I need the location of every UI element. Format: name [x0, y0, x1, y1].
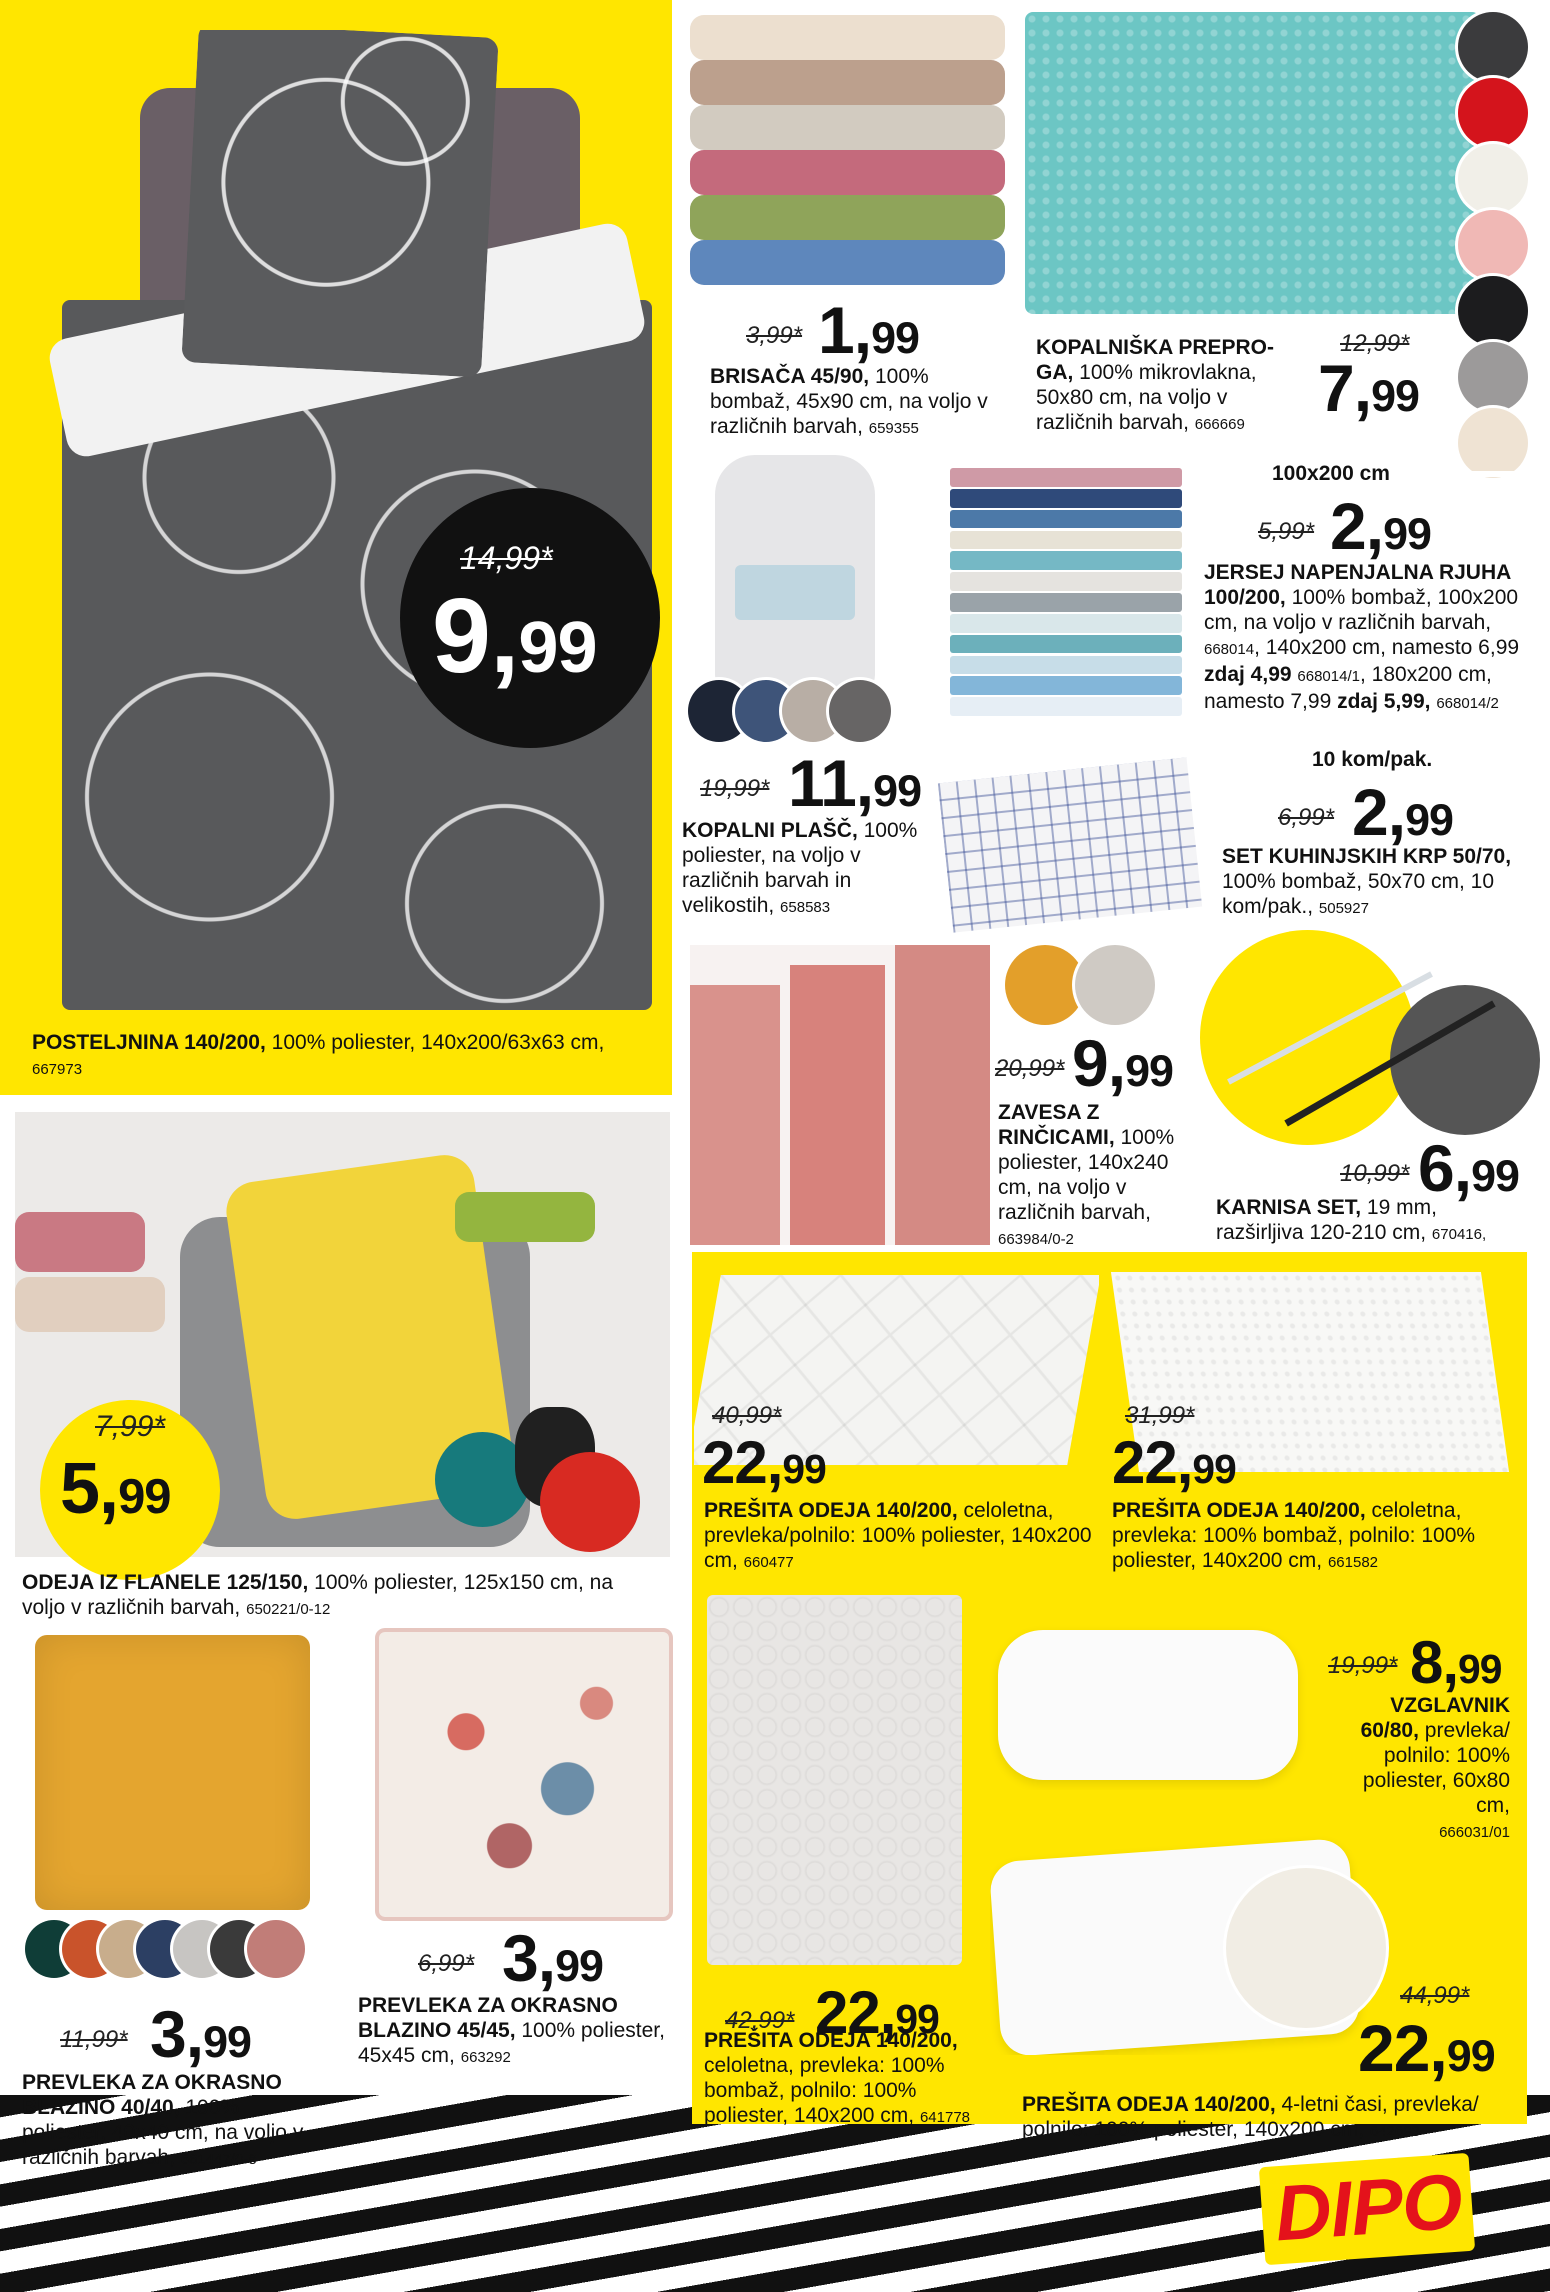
cushion-40-photo [35, 1635, 310, 1910]
bedding-old-price: 14,99* [460, 540, 553, 576]
curtain-old-price: 20,99* [995, 1055, 1065, 1082]
duvet-3-price: 22,99 [815, 1979, 939, 2046]
fitted-sheet-layer [950, 531, 1182, 550]
duvet-2-price: 22,99 [1112, 1429, 1236, 1496]
duvet-4-old-price: 44,99* [1400, 1982, 1470, 2009]
curtain-rod-detail-circle [1390, 985, 1540, 1135]
cushion-45-old-price: 6,99* [418, 1950, 475, 1977]
bathrobe-old-price: 19,99* [700, 775, 770, 802]
bathmat-old-price: 12,99* [1340, 330, 1410, 357]
duvet-4-price: 22,99 [1358, 2011, 1495, 2085]
kitchen-cloths-description: SET KUHINJSKIH KRP 50/70, 100% bombaž, 50x70 cm, 10 kom/pak., 505927 [1222, 845, 1512, 918]
duvet-4-description: PREŠITA ODEJA 140/200, 4-letni časi, prevleka/ polnilo: 100% poliester, 140x200 cm, 642693 [1022, 2093, 1479, 2141]
fitted-sheet-old-price: 5,99* [1258, 518, 1315, 545]
towel-photo [690, 15, 1005, 285]
bathmat-swatch-5 [1458, 276, 1528, 346]
curtain-rod-old-price: 10,99* [1340, 1160, 1410, 1187]
fitted-sheet-price: 2,99 [1330, 489, 1431, 563]
fitted-sheet-layer [950, 510, 1182, 529]
duvet-3-old-price: 42,99* [725, 2007, 795, 2034]
curtain-rod-price: 6,99 [1418, 1131, 1519, 1205]
cushion-45-price: 3,99 [502, 1921, 603, 1995]
kitchen-cloths-old-price: 6,99* [1278, 804, 1335, 831]
fitted-sheet-size-label: 100x200 cm [1272, 462, 1390, 485]
cushion-45-description: PREVLEKA ZA OKRASNO BLAZINO 45/45, 100% poliester, 45x45 cm, 663292 [358, 1994, 665, 2067]
flannel-blanket-old-price: 7,99* [95, 1410, 166, 1443]
curtain-swatch-2 [1075, 945, 1155, 1025]
bathmat-swatch-4 [1458, 210, 1528, 280]
bathmat-swatch-2 [1458, 78, 1528, 148]
flannel-blanket-description: ODEJA IZ FLANELE 125/150, 100% poliester, 125x150 cm, na voljo v različnih barvah, 650221/0-12 [22, 1571, 614, 1619]
curtain-photo [690, 945, 990, 1245]
cushion-40-price: 3,99 [150, 1997, 251, 2071]
cushion-40-old-price: 11,99* [60, 2026, 128, 2053]
dipo-logo: DIPO [1272, 2156, 1465, 2258]
pillow-photo [988, 1620, 1308, 1790]
duvet-2-old-price: 31,99* [1125, 1402, 1195, 1429]
bathrobe-description: KOPALNI PLAŠČ, 100% poliester, na voljo v različnih barvah in velikostih, 658583 [682, 819, 918, 917]
bathrobe-photo [715, 455, 875, 695]
fitted-sheet-layer [950, 572, 1182, 591]
duvet-3-photo [707, 1595, 962, 1965]
fitted-sheet-layer [950, 614, 1182, 633]
towel-old-price: 3,99* [746, 322, 803, 349]
duvet-4-detail-circle [1226, 1868, 1386, 2028]
cushion-45-photo [375, 1628, 673, 1921]
pillow-price: 8,99 [1410, 1629, 1502, 1696]
curtain-price: 9,99 [1072, 1026, 1173, 1100]
fitted-sheet-description: JERSEJ NAPENJALNA RJUHA 100/200, 100% bombaž, 100x200 cm, na voljo v različnih barvah, 668014, 140x200 cm, namesto 6,99 zdaj 4,99 668014/1, 180x200 cm, namesto 7,99 zdaj 5,99, 668014/2 [1204, 561, 1520, 713]
curtain-description: ZAVESA Z RINČICAMI, 100% poliester, 140x240 cm, na voljo v različnih barvah, 663984/0-2 [998, 1101, 1175, 1248]
bathmat-description: KOPALNIŠKA PREPRO-GA, 100% mikrovlakna, 50x80 cm, na voljo v različnih barvah, 666669 [1036, 336, 1275, 434]
cushion-40-description: PREVLEKA ZA OKRASNO BLAZINO 40/40, 100% poliester, 40x40 cm, na voljo v različnih barvah, 661447/0-8 [22, 2071, 304, 2169]
bathmat-photo [1025, 12, 1480, 314]
duvet-2-description: PREŠITA ODEJA 140/200, celoletna, prevleka: 100% bombaž, polnilo: 100% poliester, 140x200 cm, 661582 [1112, 1499, 1476, 1572]
fitted-sheet-layer [950, 656, 1182, 675]
bathmat-swatch-1 [1458, 12, 1528, 82]
bathrobe-price: 11,99 [788, 746, 922, 820]
flannel-blanket-price: 5,99 [60, 1449, 171, 1529]
fitted-sheet-layer [950, 489, 1182, 508]
fitted-sheet-layer [950, 551, 1182, 570]
bathmat-swatch-6 [1458, 342, 1528, 412]
curtain-swatch-1 [1005, 945, 1085, 1025]
bathmat-swatch-7 [1458, 408, 1528, 478]
fitted-sheet-layer [950, 635, 1182, 654]
bedding-price: 9,99 [432, 577, 597, 695]
duvet-3-description: PREŠITA ODEJA 140/200, celoletna, prevleka: 100% bombaž, polnilo: 100% poliester, 140x200 cm, 641778 [704, 2029, 971, 2127]
kitchen-cloths-pack-label: 10 kom/pak. [1312, 748, 1433, 771]
curtain-rod-description: KARNISA SET, 19 mm, razširljiva 120-210 cm, 670416, [1216, 1196, 1487, 1244]
duvet-1-description: PREŠITA ODEJA 140/200, celoletna, prevleka/polnilo: 100% poliester, 140x200 cm, 660477 [704, 1499, 1092, 1572]
fitted-sheet-layer [950, 697, 1182, 716]
duvet-1-old-price: 40,99* [712, 1402, 782, 1429]
bathmat-price: 7,99 [1318, 351, 1419, 425]
pillow-old-price: 19,99* [1328, 1652, 1398, 1679]
bathmat-swatch-3 [1458, 144, 1528, 214]
kitchen-cloths-price: 2,99 [1352, 775, 1453, 849]
fitted-sheet-layer [950, 676, 1182, 695]
bathrobe-swatch-4 [829, 680, 891, 742]
pillow-description: VZGLAVNIK 60/80, prevleka/ polnilo: 100% poliester, 60x80 cm, 666031/01 [1360, 1694, 1510, 1841]
towel-description: BRISAČA 45/90, 100% bombaž, 45x90 cm, na voljo v različnih barvah, 659355 [710, 365, 988, 438]
kitchen-cloths-photo [938, 757, 1202, 932]
towel-price: 1,99 [818, 293, 919, 367]
fitted-sheet-layer [950, 593, 1182, 612]
bedding-description: POSTELJNINA 140/200, 100% poliester, 140x200/63x63 cm, 667973 [32, 1031, 605, 1078]
duvet-1-price: 22,99 [702, 1429, 826, 1496]
fitted-sheet-photo [950, 468, 1182, 718]
fitted-sheet-layer [950, 468, 1182, 487]
cushion-40-swatch-7 [247, 1920, 305, 1978]
